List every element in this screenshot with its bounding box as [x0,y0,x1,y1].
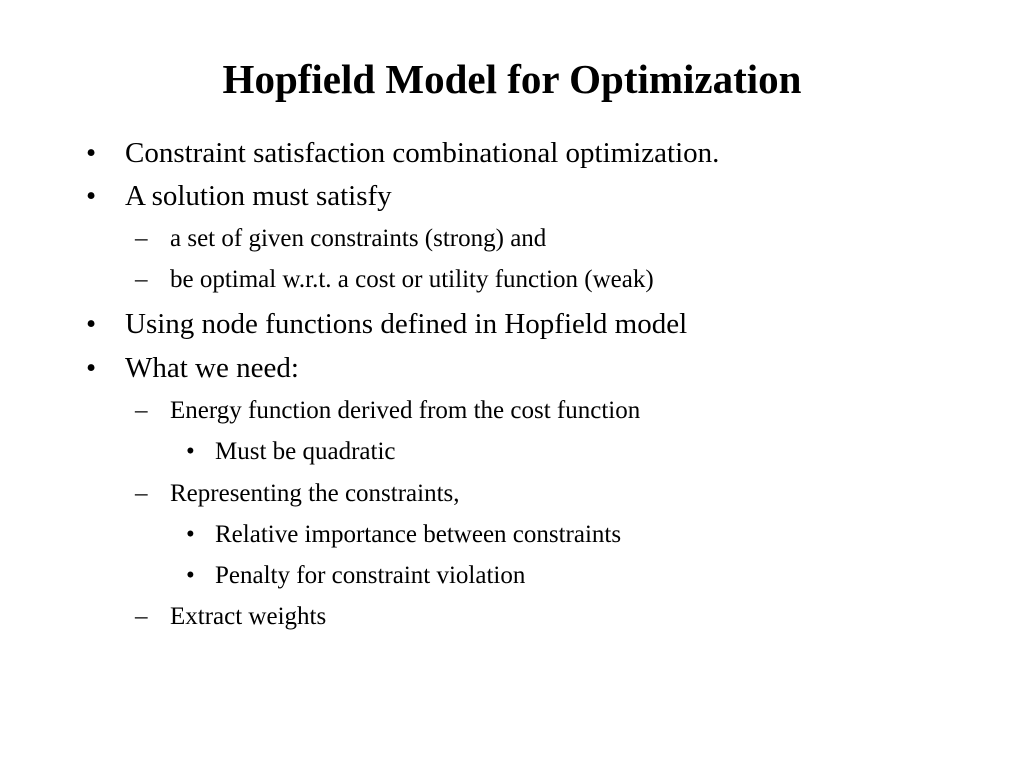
bullet-marker: • [86,308,97,340]
bullet-item [86,351,299,385]
bullet-text: Constraint satisfaction combinational optimization. [125,137,720,169]
dash-marker: – [135,266,148,293]
bullet-item [86,136,720,170]
bullet-marker: • [186,562,195,589]
dash-marker: – [135,480,148,507]
sub-item [135,396,641,426]
sub-item-text: Extract weights [170,603,327,630]
bullet-marker: • [186,521,195,548]
dash-marker: – [135,397,148,424]
sub-sub-item-text: Relative importance between constraints [215,521,622,548]
sub-item [135,224,547,254]
bullet-marker: • [186,438,195,465]
bullet-marker: • [86,180,97,212]
sub-item-text: Energy function derived from the cost function [170,397,641,424]
bullet-text: What we need: [125,352,299,384]
bullet-text: A solution must satisfy [125,180,392,212]
bullet-item [86,307,688,341]
bullet-text: Using node functions defined in Hopfield model [125,308,688,340]
sub-sub-item-text: Penalty for constraint violation [215,562,526,589]
bullet-item [86,179,392,213]
bullet-marker: • [86,352,97,384]
sub-item [135,265,654,295]
sub-item [135,479,460,509]
sub-sub-item-text: Must be quadratic [215,438,396,465]
sub-sub-item [186,561,526,591]
sub-item [135,602,327,632]
dash-marker: – [135,603,148,630]
slide-title: Hopfield Model for Optimization [222,56,802,102]
sub-item-text: a set of given constraints (strong) and [170,225,547,252]
sub-sub-item [186,437,396,467]
sub-item-text: Representing the constraints, [170,480,460,507]
sub-item-text: be optimal w.r.t. a cost or utility function (weak) [170,266,654,293]
sub-sub-item [186,520,622,550]
dash-marker: – [135,225,148,252]
bullet-marker: • [86,137,97,169]
